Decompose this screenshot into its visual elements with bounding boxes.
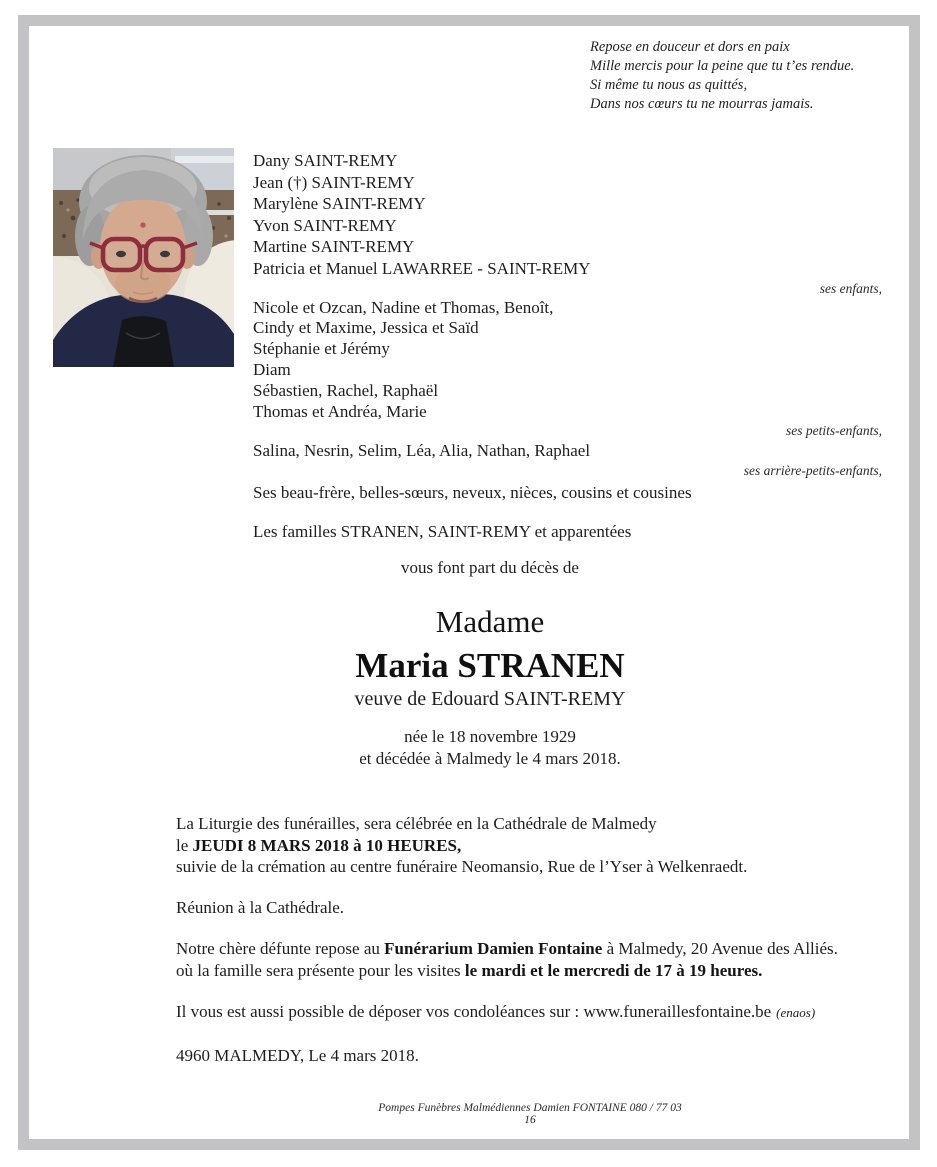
liturgy-paragraph: [176, 813, 921, 878]
child-name: Jean (†) SAINT-REMY: [253, 172, 415, 192]
widow-line: veuve de Edouard SAINT-REMY: [354, 688, 626, 710]
ceremony-details: [176, 813, 921, 1066]
liturgy-line2-prefix: le: [176, 835, 193, 855]
grandchild-line: Sébastien, Rachel, Raphaël: [253, 380, 439, 400]
condolences-prefix: Il vous est aussi possible de déposer vos condoléances sur :: [176, 1002, 584, 1022]
great-grandchildren-line: Salina, Nesrin, Selim, Léa, Alia, Nathan, Raphael: [253, 441, 591, 461]
children-label: ses enfants,: [819, 280, 882, 296]
meeting-line: Réunion à la Cathédrale.: [176, 898, 345, 918]
child-name: Dany SAINT-REMY: [253, 151, 398, 170]
repose-paragraph: [176, 938, 921, 981]
visits-prefix: où la famille sera présente pour les visites: [176, 960, 465, 980]
birth-date-line: née le 18 novembre 1929: [404, 727, 576, 746]
repose-prefix: Notre chère défunte repose au: [176, 939, 385, 959]
portrait-photo: [53, 148, 234, 367]
liturgy-line3: suivie de la crémation au centre funéraire Neomansio, Rue de l’Yser à Welkenraedt.: [176, 857, 748, 877]
epitaph-line: Repose en douceur et dors en paix: [590, 39, 790, 55]
deceased-name: Maria STRANEN: [355, 646, 625, 685]
deceased-title: Madame: [435, 604, 545, 639]
family-list: [253, 150, 882, 542]
condolences-paragraph: [176, 1001, 921, 1024]
liturgy-datetime: JEUDI 8 MARS 2018 à 10 HEURES,: [192, 835, 462, 855]
funerarium-name: Funérarium Damien Fontaine: [384, 939, 603, 959]
epitaph-line: Dans nos cœurs tu ne mourras jamais.: [590, 96, 814, 112]
grandchild-line: Stéphanie et Jérémy: [253, 339, 390, 359]
child-name: Patricia et Manuel LAWARREE - SAINT-REMY: [253, 258, 591, 278]
repose-suffix: à Malmedy, 20 Avenue des Alliés.: [602, 939, 838, 959]
great-grandchildren-label: ses arrière-petits-enfants,: [743, 462, 882, 478]
portrait-illustration: [53, 148, 234, 367]
announcement-intro: vous font part du décès de: [401, 558, 579, 577]
condolences-note: (enaos): [776, 1005, 816, 1021]
grandchildren-label: ses petits-enfants,: [786, 423, 882, 439]
death-date-line: et décédée à Malmedy le 4 mars 2018.: [359, 749, 621, 768]
grandchild-line: Thomas et Andréa, Marie: [253, 401, 427, 421]
epitaph: [590, 38, 890, 114]
families-line: Les familles STRANEN, SAINT-REMY et apparentées: [253, 521, 632, 541]
visits-hours: le mardi et le mercredi de 17 à 19 heures.: [464, 960, 763, 980]
grandchildren-list: [253, 298, 882, 423]
epitaph-line: Si même tu nous as quittés,: [590, 77, 748, 93]
condolences-url: www.funeraillesfontaine.be: [583, 1002, 772, 1022]
grandchild-line: Cindy et Maxime, Jessica et Saïd: [253, 318, 479, 338]
epitaph-line: Mille mercis pour la peine que tu t’es rendue.: [590, 58, 855, 74]
city-date-line: 4960 MALMEDY, Le 4 mars 2018.: [176, 1045, 419, 1065]
liturgy-line1: La Liturgie des funérailles, sera célébrée en la Cathédrale de Malmedy: [176, 814, 657, 833]
relatives-line: Ses beau-frère, belles-sœurs, neveux, nièces, cousins et cousines: [253, 482, 692, 502]
child-name: Martine SAINT-REMY: [253, 237, 415, 257]
grandchild-line: Diam: [253, 359, 291, 379]
child-name: Yvon SAINT-REMY: [253, 215, 397, 235]
child-name: Marylène SAINT-REMY: [253, 194, 426, 214]
funeral-home-footer: Pompes Funèbres Malmédiennes Damien FONTAINE 080 / 77 03 16: [378, 1102, 682, 1126]
grandchild-line: Nicole et Ozcan, Nadine et Thomas, Benoît,: [253, 297, 554, 317]
